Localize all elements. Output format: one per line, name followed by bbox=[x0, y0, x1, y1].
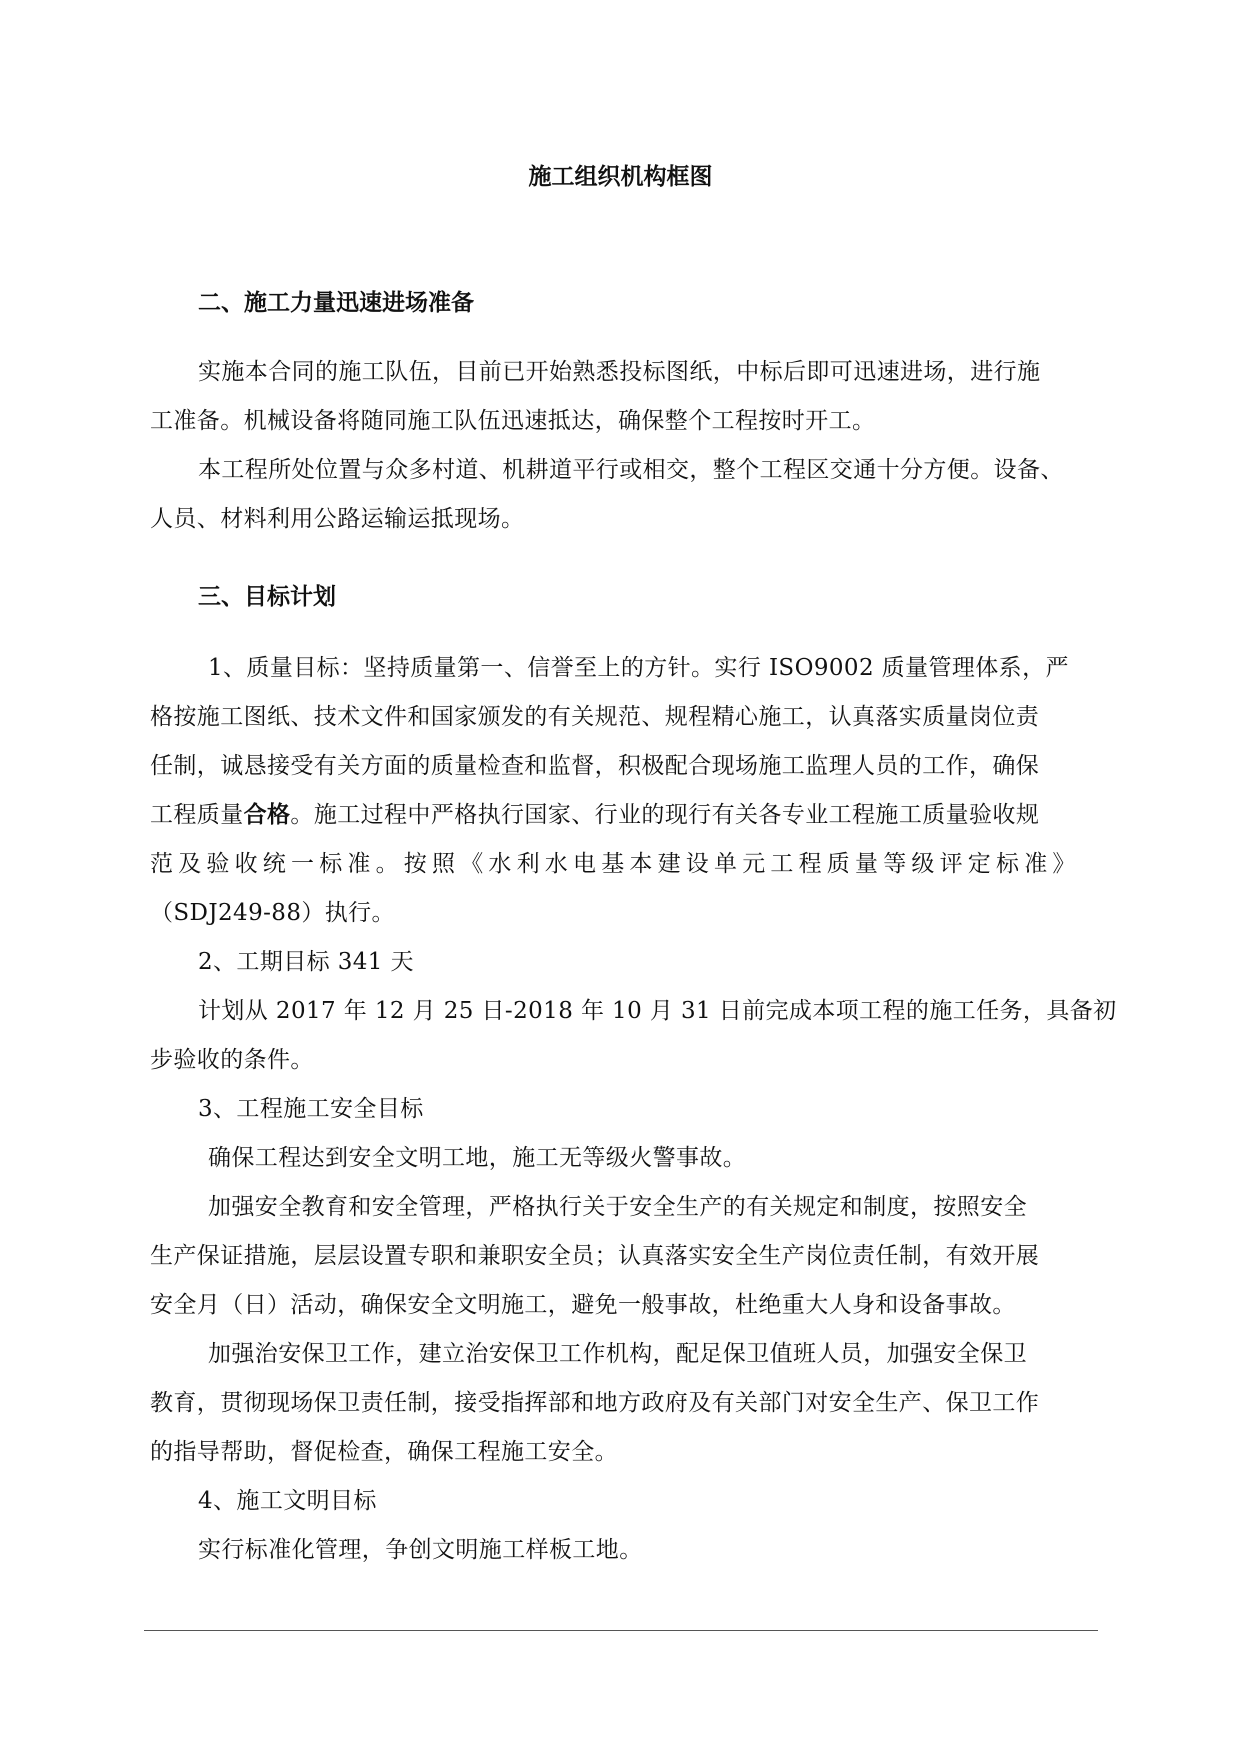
text-line: 步验收的条件。 bbox=[150, 1047, 314, 1073]
text-line: 安全月（日）活动，确保安全文明施工，避免一般事故，杜绝重大人身和设备事故。 bbox=[150, 1292, 1016, 1318]
text-line: 格按施工图纸、技术文件和国家颁发的有关规范、规程精心施工，认真落实质量岗位责 bbox=[150, 704, 1040, 730]
subheading-civilization: 4、施工文明目标 bbox=[198, 1488, 377, 1514]
text-line: 生产保证措施，层层设置专职和兼职安全员；认真落实安全生产岗位责任制，有效开展 bbox=[150, 1243, 1040, 1269]
paragraph-schedule-heading bbox=[150, 938, 1095, 987]
paragraph-safety-heading bbox=[150, 1085, 1095, 1134]
text-line: （SDJ249-88）执行。 bbox=[150, 900, 395, 926]
paragraph-safety-2 bbox=[150, 1183, 1095, 1330]
text-line: 1、质量目标：坚持质量第一、信誉至上的方针。实行 ISO9002 质量管理体系，严 bbox=[208, 655, 1069, 681]
paragraph-civilization bbox=[150, 1526, 1095, 1575]
text-line: 任制，诚恳接受有关方面的质量检查和监督，积极配合现场施工监理人员的工作，确保 bbox=[150, 753, 1040, 779]
paragraph-quality-goal bbox=[150, 644, 1095, 938]
text-line: 范及验收统一标准。按照《水利水电基本建设单元工程质量等级评定标准》 bbox=[150, 851, 1081, 877]
text-line: 实施本合同的施工队伍，目前已开始熟悉投标图纸，中标后即可迅速进场，进行施 bbox=[198, 359, 1041, 385]
paragraph-civilization-heading bbox=[150, 1477, 1095, 1526]
emphasis-qualified: 合格 bbox=[243, 802, 291, 828]
text-line: 教育，贯彻现场保卫责任制，接受指挥部和地方政府及有关部门对安全生产、保卫工作 bbox=[150, 1390, 1040, 1416]
paragraph-safety-1 bbox=[150, 1134, 1095, 1183]
paragraph-schedule bbox=[150, 987, 1117, 1085]
text-line: 工准备。机械设备将随同施工队伍迅速抵达，确保整个工程按时开工。 bbox=[150, 408, 876, 434]
footer-divider bbox=[144, 1630, 1098, 1631]
paragraph-traffic bbox=[150, 446, 1095, 544]
text-fragment: 工程质量 bbox=[150, 802, 244, 828]
paragraph-safety-3 bbox=[150, 1330, 1095, 1477]
text-line bbox=[150, 791, 1095, 840]
subheading-schedule: 2、工期目标 341 天 bbox=[198, 949, 414, 975]
text-line: 确保工程达到安全文明工地，施工无等级火警事故。 bbox=[208, 1145, 747, 1171]
text-fragment: 。施工过程中严格执行国家、行业的现行有关各专业工程施工质量验收规 bbox=[290, 802, 1040, 828]
text-line: 人员、材料利用公路运输运抵现场。 bbox=[150, 506, 525, 532]
text-line: 本工程所处位置与众多村道、机耕道平行或相交，整个工程区交通十分方便。设备、 bbox=[198, 457, 1064, 483]
section-heading-2: 二、施工力量迅速进场准备 bbox=[198, 290, 474, 316]
section-heading-3: 三、目标计划 bbox=[198, 584, 336, 610]
page-title: 施工组织机构框图 bbox=[528, 164, 713, 190]
text-line: 加强安全教育和安全管理，严格执行关于安全生产的有关规定和制度，按照安全 bbox=[208, 1194, 1027, 1220]
text-line: 的指导帮助，督促检查，确保工程施工安全。 bbox=[150, 1439, 618, 1465]
subheading-safety: 3、工程施工安全目标 bbox=[198, 1096, 424, 1122]
text-line: 实行标准化管理，争创文明施工样板工地。 bbox=[198, 1537, 643, 1563]
text-line: 计划从 2017 年 12 月 25 日-2018 年 10 月 31 日前完成本项工程的施工任务，具备初 bbox=[198, 998, 1117, 1024]
text-line: 加强治安保卫工作，建立治安保卫工作机构，配足保卫值班人员，加强安全保卫 bbox=[208, 1341, 1027, 1367]
paragraph-entry-prep bbox=[150, 348, 1095, 446]
